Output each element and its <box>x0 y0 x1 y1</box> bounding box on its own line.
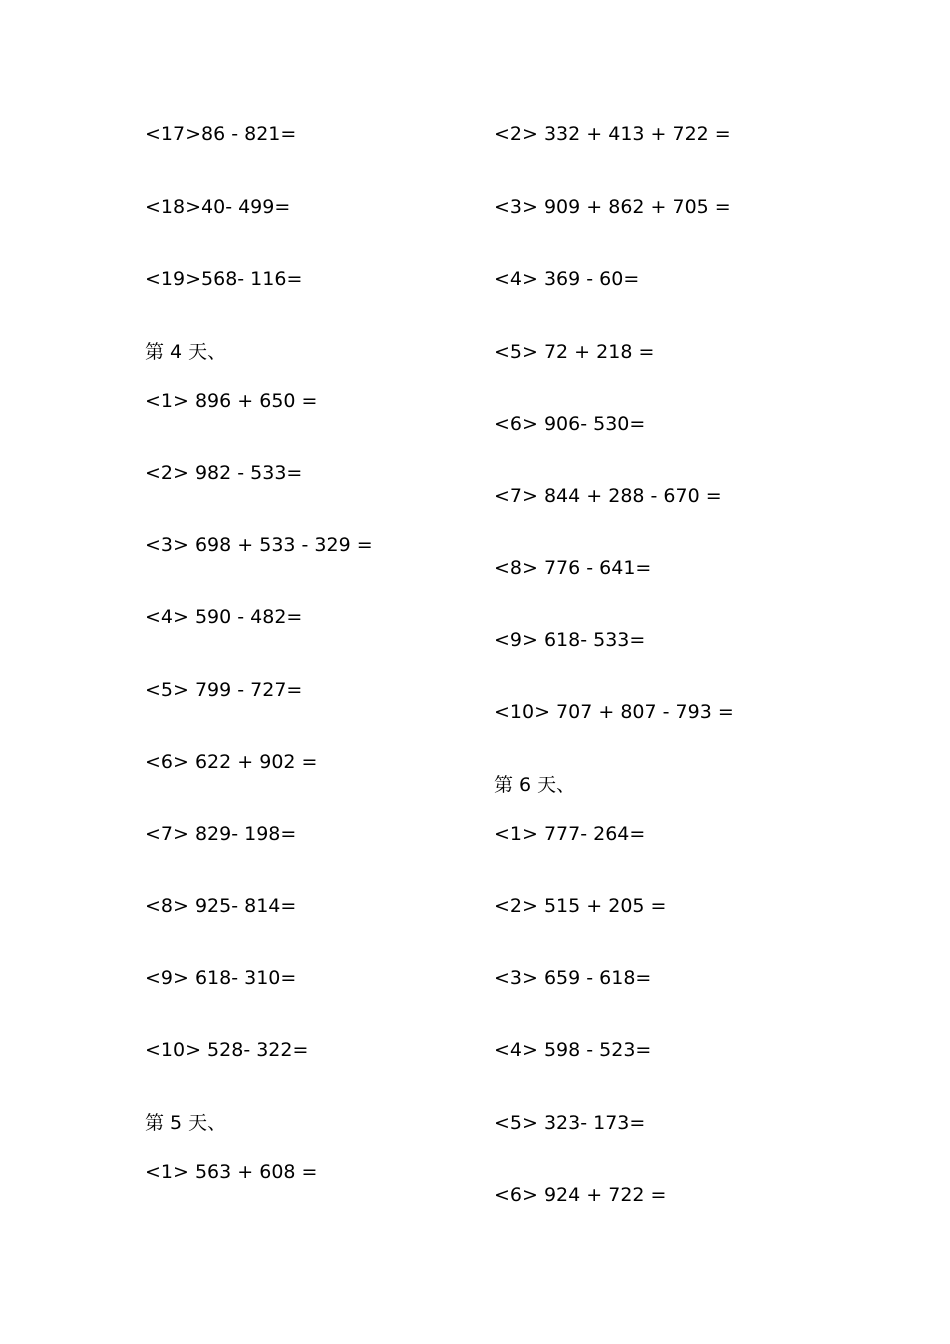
problem-line: <6> 906- 530= <box>494 413 646 435</box>
problem-line: <8> 925- 814= <box>145 895 297 917</box>
problem-line: <1> 563 + 608 = <box>145 1161 318 1183</box>
problem-line: <4> 590 - 482= <box>145 606 303 628</box>
day-heading: 第 5 天、 <box>145 1112 227 1134</box>
problem-line: <10> 528- 322= <box>145 1039 309 1061</box>
problem-line: <6> 924 + 722 = <box>494 1184 667 1206</box>
problem-line: <5> 799 - 727= <box>145 679 303 701</box>
problem-line: <3> 659 - 618= <box>494 967 652 989</box>
day-heading: 第 6 天、 <box>494 774 576 796</box>
problem-line: <1> 777- 264= <box>494 823 646 845</box>
problem-line: <2> 982 - 533= <box>145 462 303 484</box>
problem-line: <7> 844 + 288 - 670 = <box>494 485 722 507</box>
day-heading: 第 4 天、 <box>145 341 227 363</box>
problem-line: <2> 515 + 205 = <box>494 895 667 917</box>
problem-line: <2> 332 + 413 + 722 = <box>494 123 731 145</box>
problem-line: <9> 618- 533= <box>494 629 646 651</box>
problem-line: <6> 622 + 902 = <box>145 751 318 773</box>
problem-line: <19>568- 116= <box>145 268 303 290</box>
problem-line: <8> 776 - 641= <box>494 557 652 579</box>
problem-line: <18>40- 499= <box>145 196 291 218</box>
problem-line: <10> 707 + 807 - 793 = <box>494 701 734 723</box>
problem-line: <7> 829- 198= <box>145 823 297 845</box>
problem-line: <3> 698 + 533 - 329 = <box>145 534 373 556</box>
problem-line: <4> 369 - 60= <box>494 268 640 290</box>
problem-line: <5> 72 + 218 = <box>494 341 655 363</box>
problem-line: <9> 618- 310= <box>145 967 297 989</box>
problem-line: <4> 598 - 523= <box>494 1039 652 1061</box>
problem-line: <17>86 - 821= <box>145 123 297 145</box>
problem-line: <3> 909 + 862 + 705 = <box>494 196 731 218</box>
problem-line: <5> 323- 173= <box>494 1112 646 1134</box>
problem-line: <1> 896 + 650 = <box>145 390 318 412</box>
